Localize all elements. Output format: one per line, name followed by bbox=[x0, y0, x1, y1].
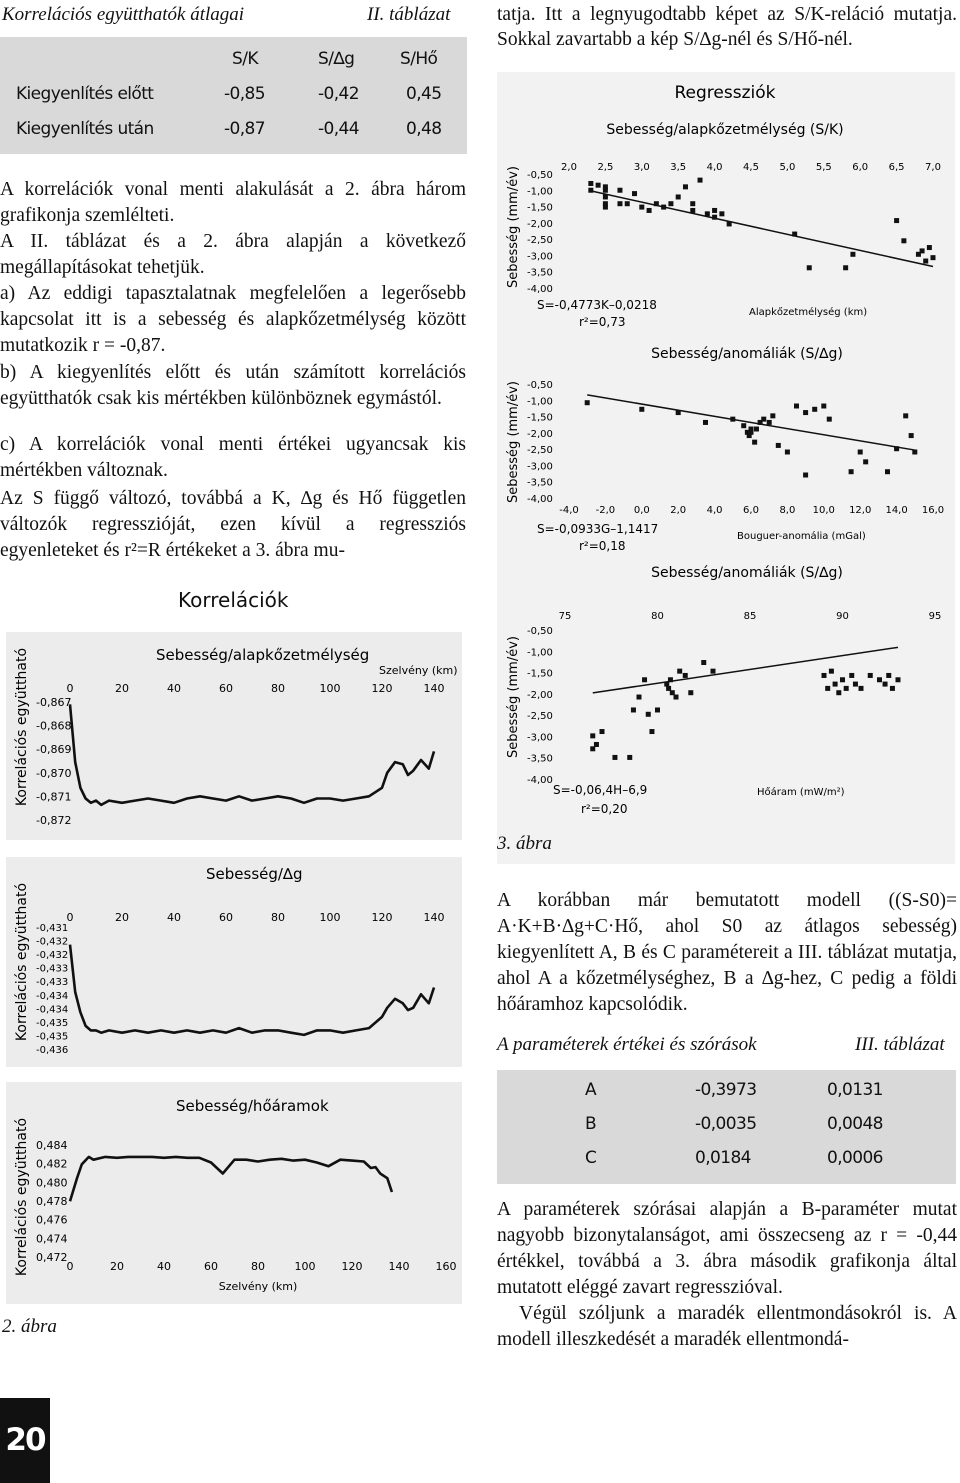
y-tick-label: -0,871 bbox=[36, 790, 72, 804]
y-tick-label: -0,432 bbox=[36, 950, 69, 962]
paragraph: A korábban már bemutatott modell ((S-S0)= A·K+B·∆g+C·Hő, ahol S0 az átlagos sebesség) kiegyenlített A, B és C paramétereit a III. táblázat mutatja, ahol A a kőzetmélységhez, B a ∆g-hez, C pedig a földi hőáramhoz kapcsolódik. bbox=[497, 890, 957, 1015]
y-axis-label: Korrelációs együttható bbox=[14, 647, 30, 807]
data-point bbox=[901, 238, 906, 243]
data-point bbox=[909, 433, 914, 438]
data-point bbox=[647, 208, 652, 213]
x-tick-label: 160 bbox=[435, 1260, 457, 1273]
chart-title: Sebesség/anomáliák (S/∆g) bbox=[651, 346, 843, 362]
correlation-line bbox=[70, 945, 434, 1035]
x-tick-label: 80 bbox=[271, 911, 285, 924]
data-point bbox=[849, 673, 854, 678]
data-point bbox=[849, 469, 854, 474]
x-tick-label: 60 bbox=[219, 682, 233, 695]
data-point bbox=[690, 208, 695, 213]
x-axis-label: Szelvény (km) bbox=[218, 1280, 298, 1293]
x-axis-label: Bouguer-anomália (mGal) bbox=[737, 531, 866, 542]
data-point bbox=[886, 673, 891, 678]
x-tick-label: 40 bbox=[167, 682, 181, 695]
chart-title: Sebesség/alapkőzetmélység (S/K) bbox=[606, 122, 844, 138]
x-tick-label: 80 bbox=[271, 682, 285, 695]
data-point bbox=[850, 252, 855, 257]
x-tick-label: 140 bbox=[423, 682, 445, 695]
paragraph: b) A kiegyenlítés előtt és után számított korrelációs együtthatók csak kis mértékben különböznek egymástól. bbox=[0, 362, 466, 409]
y-axis-label: Korrelációs együttható bbox=[14, 1117, 30, 1277]
data-point bbox=[868, 673, 873, 678]
data-point bbox=[688, 690, 693, 695]
y-tick-label: -0,434 bbox=[36, 1004, 69, 1016]
fig2-panel-3 bbox=[6, 1082, 462, 1304]
table3-value: -0,0035 bbox=[695, 1114, 757, 1134]
table2-cell: -0,85 bbox=[224, 84, 265, 104]
data-point bbox=[853, 682, 858, 687]
table3-param: C bbox=[585, 1148, 597, 1168]
y-tick-label: -3,50 bbox=[527, 477, 553, 489]
y-tick-label: 0,476 bbox=[36, 1213, 68, 1227]
data-point bbox=[637, 695, 642, 700]
x-tick-label: 100 bbox=[294, 1260, 316, 1273]
x-tick-label: 3,5 bbox=[670, 162, 687, 173]
x-tick-label: 20 bbox=[115, 682, 129, 695]
data-point bbox=[666, 686, 671, 691]
y-tick-label: -2,00 bbox=[527, 218, 553, 230]
paragraph: tatja. Itt a legnyugodtabb képet az S/K-reláció mutatja. Sokkal zavartabb a kép S/∆g-nél és S/Hő-nél. bbox=[497, 4, 957, 50]
data-point bbox=[639, 407, 644, 412]
data-point bbox=[843, 265, 848, 270]
y-tick-label: -0,50 bbox=[527, 626, 553, 637]
x-tick-label: 0 bbox=[66, 911, 74, 924]
y-tick-label: -4,00 bbox=[527, 284, 553, 295]
x-tick-label: 6,0 bbox=[743, 505, 759, 516]
chart-title: Sebesség/alapkőzetmélység bbox=[156, 646, 370, 664]
data-point bbox=[683, 184, 688, 189]
table3-param: B bbox=[585, 1114, 597, 1134]
data-point bbox=[859, 686, 864, 691]
paragraph: A korrelációk vonal menti alakulását a 2. ábra három grafikonja szemlélteti. bbox=[0, 179, 466, 226]
table2-header: S/Hő bbox=[400, 49, 438, 69]
data-point bbox=[752, 440, 757, 445]
x-tick-label: 90 bbox=[836, 611, 849, 622]
y-tick-label: -0,433 bbox=[36, 963, 69, 975]
table2 bbox=[0, 37, 467, 154]
data-point bbox=[639, 205, 644, 210]
data-point bbox=[654, 201, 659, 206]
paragraph: c) A korrelációk vonal menti értékei ugyancsak kis mértékben változnak. bbox=[0, 434, 466, 481]
data-point bbox=[812, 407, 817, 412]
data-point bbox=[822, 673, 827, 678]
data-point bbox=[588, 181, 593, 186]
data-point bbox=[807, 265, 812, 270]
y-tick-label: -2,50 bbox=[527, 235, 553, 247]
y-tick-label: -3,00 bbox=[527, 732, 553, 744]
table3-param: A bbox=[585, 1080, 597, 1100]
page-number-box bbox=[0, 1398, 50, 1483]
data-point bbox=[896, 677, 901, 682]
y-tick-label: -1,00 bbox=[527, 186, 553, 198]
x-tick-label: 3,0 bbox=[633, 162, 650, 173]
data-point bbox=[883, 682, 888, 687]
data-point bbox=[603, 205, 608, 210]
data-point bbox=[794, 404, 799, 409]
data-point bbox=[670, 690, 675, 695]
x-tick-label: 0 bbox=[66, 1260, 74, 1273]
paragraph: Az S függő változó, továbbá a K, ∆g és Hő független változók regresszióját, ezen kívül a regressziós egyenleteket és r²=R értékeket a 3. ábra mu- bbox=[0, 488, 466, 561]
data-point bbox=[863, 459, 868, 464]
fig2-chart-3 bbox=[6, 1082, 462, 1304]
paragraph: A paraméterek szórásai alapján a B-paraméter mutat nagyobb bizonytalanságot, ami összecseng az r = -0,44 értékkel, továbbá a 3. ábra második grafikonja által mutatott eléggé zavart regresszióval. bbox=[497, 1199, 957, 1298]
data-point bbox=[674, 695, 679, 700]
data-point bbox=[912, 450, 917, 455]
fig2-caption: 2. ábra bbox=[2, 1316, 57, 1337]
y-tick-label: -0,870 bbox=[36, 766, 72, 780]
data-point bbox=[821, 404, 826, 409]
data-point bbox=[776, 443, 781, 448]
fig2-title: Korrelációk bbox=[178, 588, 289, 612]
x-tick-label: 140 bbox=[388, 1260, 410, 1273]
data-point bbox=[642, 677, 647, 682]
y-tick-label: -2,50 bbox=[527, 445, 553, 457]
table3-value: -0,3973 bbox=[695, 1080, 757, 1100]
data-point bbox=[719, 211, 724, 216]
data-point bbox=[646, 712, 651, 717]
y-tick-label: -0,869 bbox=[36, 743, 72, 757]
regression-line bbox=[591, 191, 933, 267]
y-tick-label: -0,433 bbox=[36, 977, 69, 989]
data-point bbox=[612, 755, 617, 760]
data-point bbox=[617, 188, 622, 193]
x-tick-label: 4,5 bbox=[743, 162, 759, 173]
y-tick-label: -0,50 bbox=[527, 170, 553, 181]
y-tick-label: -0,868 bbox=[36, 719, 72, 733]
data-point bbox=[703, 420, 708, 425]
table2-cell: -0,44 bbox=[318, 119, 359, 139]
page-number: 20 bbox=[5, 1422, 45, 1458]
y-tick-label: -0,872 bbox=[36, 814, 72, 827]
r-squared: r²=0,18 bbox=[579, 539, 626, 553]
y-tick-label: -0,50 bbox=[527, 380, 553, 391]
fig2-chart-1 bbox=[6, 632, 462, 840]
x-tick-label: 4,0 bbox=[706, 162, 723, 173]
table2-row-label: Kiegyenlítés után bbox=[16, 119, 154, 139]
x-tick-label: 100 bbox=[319, 911, 341, 924]
x-tick-label: 2,0 bbox=[561, 162, 577, 173]
y-tick-label: -0,435 bbox=[36, 1031, 69, 1043]
y-tick-label: -3,50 bbox=[527, 753, 553, 765]
x-tick-label: 7,0 bbox=[925, 162, 941, 173]
table3-caption: A paraméterek értékei és szórások bbox=[497, 1034, 757, 1055]
data-point bbox=[890, 686, 895, 691]
data-point bbox=[894, 218, 899, 223]
y-tick-label: -4,00 bbox=[527, 494, 553, 505]
data-point bbox=[833, 682, 838, 687]
table3-label: III. táblázat bbox=[855, 1034, 945, 1055]
table3-value: 0,0184 bbox=[695, 1148, 751, 1168]
x-tick-label: 2,5 bbox=[597, 162, 614, 173]
x-tick-label: 120 bbox=[341, 1260, 363, 1273]
chart-title: Sebesség/∆g bbox=[206, 865, 303, 883]
regression-equation: S=-0,06,4H–6,9 bbox=[553, 783, 648, 797]
y-tick-label: -1,00 bbox=[527, 396, 553, 408]
chart-title: Sebesség/anomáliák (S/∆g) bbox=[651, 565, 843, 581]
data-point bbox=[690, 201, 695, 206]
data-point bbox=[792, 232, 797, 237]
y-tick-label: -4,00 bbox=[527, 775, 553, 786]
y-tick-label: -0,432 bbox=[36, 936, 69, 948]
data-point bbox=[649, 729, 654, 734]
y-axis-label: Sebesség (mm/év) bbox=[506, 381, 521, 503]
data-point bbox=[712, 215, 717, 220]
x-tick-label: 12,0 bbox=[849, 505, 872, 516]
data-point bbox=[655, 707, 660, 712]
data-point bbox=[894, 446, 899, 451]
y-tick-label: -3,00 bbox=[527, 461, 553, 473]
fig2-panel-1 bbox=[6, 632, 462, 840]
data-point bbox=[785, 450, 790, 455]
x-tick-label: 80 bbox=[251, 1260, 265, 1273]
x-tick-label: 0,0 bbox=[633, 505, 650, 516]
data-point bbox=[885, 469, 890, 474]
y-axis-label: Korrelációs együttható bbox=[14, 882, 30, 1042]
y-tick-label: -0,434 bbox=[36, 990, 69, 1002]
regression-line bbox=[587, 395, 915, 450]
data-point bbox=[705, 211, 710, 216]
fig3-chart bbox=[497, 72, 955, 864]
data-point bbox=[698, 178, 703, 183]
regression-equation: S=-0,0933G–1,1417 bbox=[537, 522, 659, 536]
data-point bbox=[767, 420, 772, 425]
x-tick-label: 0 bbox=[66, 682, 74, 695]
data-point bbox=[730, 417, 735, 422]
y-tick-label: -2,50 bbox=[527, 711, 553, 723]
data-point bbox=[631, 707, 636, 712]
x-tick-label: 85 bbox=[743, 611, 757, 622]
fig2-chart-2 bbox=[6, 857, 462, 1067]
paragraph: A II. táblázat és a 2. ábra alapján a következő megállapításokat tehetjük. bbox=[0, 231, 466, 278]
data-point bbox=[761, 417, 766, 422]
data-point bbox=[664, 682, 669, 687]
data-point bbox=[711, 669, 716, 674]
fig2-panel-2 bbox=[6, 857, 462, 1067]
table2-caption: Korrelációs együtthatók átlagai bbox=[2, 4, 245, 25]
chart-title: Sebesség/hőáramok bbox=[176, 1097, 329, 1115]
data-point bbox=[590, 733, 595, 738]
x-tick-label: 20 bbox=[110, 1260, 124, 1273]
x-tick-label: 80 bbox=[651, 611, 664, 622]
x-tick-label: 95 bbox=[928, 611, 942, 622]
x-tick-label: 120 bbox=[371, 911, 393, 924]
y-tick-label: -3,00 bbox=[527, 251, 553, 263]
data-point bbox=[603, 194, 608, 199]
data-point bbox=[596, 183, 601, 188]
table3 bbox=[497, 1070, 956, 1184]
data-point bbox=[927, 245, 932, 250]
data-point bbox=[590, 746, 595, 751]
x-tick-label: 40 bbox=[157, 1260, 171, 1273]
x-tick-label: 2,0 bbox=[670, 505, 687, 516]
y-tick-label: -2,00 bbox=[527, 689, 553, 701]
y-tick-label: 0,478 bbox=[36, 1195, 68, 1208]
fig3-title: Regressziók bbox=[674, 83, 776, 103]
data-point bbox=[829, 669, 834, 674]
data-point bbox=[676, 194, 681, 199]
data-point bbox=[931, 255, 936, 260]
x-tick-label: 5,0 bbox=[779, 162, 796, 173]
correlation-line bbox=[70, 704, 434, 805]
data-point bbox=[676, 410, 681, 415]
regression-line bbox=[593, 647, 898, 693]
y-tick-label: -0,867 bbox=[36, 696, 72, 709]
x-axis-label: Hőáram (mW/m²) bbox=[757, 787, 845, 798]
table3-sd: 0,0048 bbox=[827, 1114, 883, 1134]
x-tick-label: 8,0 bbox=[779, 505, 796, 516]
table3-sd: 0,0006 bbox=[827, 1148, 883, 1168]
data-point bbox=[903, 413, 908, 418]
data-point bbox=[661, 205, 666, 210]
data-point bbox=[877, 677, 882, 682]
x-tick-label: 16,0 bbox=[921, 505, 945, 516]
y-tick-label: 0,482 bbox=[36, 1157, 68, 1171]
x-tick-label: 6,5 bbox=[888, 162, 905, 173]
x-tick-label: 75 bbox=[558, 611, 572, 622]
regression-equation: S=-0,4773K–0,0218 bbox=[537, 298, 657, 312]
data-point bbox=[827, 417, 832, 422]
x-tick-label: -4,0 bbox=[559, 505, 579, 516]
data-point bbox=[617, 201, 622, 206]
x-tick-label: 60 bbox=[219, 911, 233, 924]
x-tick-label: 6,0 bbox=[852, 162, 869, 173]
data-point bbox=[683, 673, 688, 678]
table2-cell: 0,48 bbox=[406, 119, 442, 139]
x-tick-label: 100 bbox=[319, 682, 341, 695]
data-point bbox=[668, 677, 673, 682]
data-point bbox=[588, 188, 593, 193]
correlation-line bbox=[70, 1157, 392, 1201]
data-point bbox=[668, 201, 673, 206]
data-point bbox=[585, 400, 590, 405]
data-point bbox=[836, 690, 841, 695]
table2-header: S/∆g bbox=[318, 49, 355, 69]
data-point bbox=[632, 191, 637, 196]
r-squared: r²=0,73 bbox=[579, 315, 626, 329]
y-tick-label: -1,50 bbox=[527, 412, 553, 424]
y-tick-label: -0,431 bbox=[36, 923, 69, 934]
data-point bbox=[627, 755, 632, 760]
y-tick-label: -2,00 bbox=[527, 428, 553, 440]
x-axis-label: Alapkőzetmélység (km) bbox=[749, 307, 868, 318]
data-point bbox=[749, 430, 754, 435]
data-point bbox=[844, 686, 849, 691]
x-axis-label: Szelvény (km) bbox=[379, 664, 458, 677]
y-tick-label: -3,50 bbox=[527, 267, 553, 279]
data-point bbox=[677, 669, 682, 674]
x-tick-label: 5,5 bbox=[815, 162, 832, 173]
data-point bbox=[600, 729, 605, 734]
x-tick-label: 140 bbox=[423, 911, 445, 924]
x-tick-label: -2,0 bbox=[595, 505, 616, 516]
table2-cell: -0,87 bbox=[224, 119, 265, 139]
x-tick-label: 60 bbox=[204, 1260, 218, 1273]
data-point bbox=[803, 473, 808, 478]
y-tick-label: 0,480 bbox=[36, 1176, 68, 1190]
data-point bbox=[803, 410, 808, 415]
x-tick-label: 10,0 bbox=[812, 505, 835, 516]
table2-cell: -0,42 bbox=[318, 84, 359, 104]
y-tick-label: -1,50 bbox=[527, 202, 553, 214]
y-axis-label: Sebesség (mm/év) bbox=[506, 636, 521, 758]
table2-header: S/K bbox=[232, 49, 258, 69]
data-point bbox=[603, 188, 608, 193]
table2-row-label: Kiegyenlítés előtt bbox=[16, 84, 154, 104]
data-point bbox=[727, 221, 732, 226]
x-tick-label: 120 bbox=[371, 682, 393, 695]
x-tick-label: 20 bbox=[115, 911, 129, 924]
table2-cell: 0,45 bbox=[406, 84, 442, 104]
data-point bbox=[825, 686, 830, 691]
y-tick-label: -1,50 bbox=[527, 668, 553, 680]
data-point bbox=[920, 248, 925, 253]
y-tick-label: -0,435 bbox=[36, 1017, 69, 1029]
data-point bbox=[594, 742, 599, 747]
data-point bbox=[858, 450, 863, 455]
table3-sd: 0,0131 bbox=[827, 1080, 883, 1100]
y-tick-label: -0,436 bbox=[36, 1045, 69, 1056]
y-axis-label: Sebesség (mm/év) bbox=[506, 166, 521, 288]
r-squared: r²=0,20 bbox=[581, 802, 628, 816]
data-point bbox=[701, 660, 706, 665]
y-tick-label: -1,00 bbox=[527, 647, 553, 659]
data-point bbox=[741, 423, 746, 428]
data-point bbox=[770, 413, 775, 418]
data-point bbox=[840, 677, 845, 682]
x-tick-label: 14,0 bbox=[885, 505, 908, 516]
data-point bbox=[923, 259, 928, 264]
x-tick-label: 4,0 bbox=[706, 505, 723, 516]
paragraph: Végül szóljunk a maradék ellentmondásokról is. A modell illeszkedését a maradék ellentmondá- bbox=[497, 1303, 957, 1350]
table2-label: II. táblázat bbox=[367, 4, 451, 25]
x-tick-label: 40 bbox=[167, 911, 181, 924]
y-tick-label: 0,484 bbox=[36, 1139, 68, 1152]
fig3-panel bbox=[497, 72, 955, 864]
paragraph: a) Az eddigi tapasztalatnak megfelelően a legerősebb kapcsolat itt is a sebesség és alapkőzetmélység között mutatkozik r = -0,87. bbox=[0, 283, 466, 356]
data-point bbox=[712, 208, 717, 213]
fig3-caption: 3. ábra bbox=[497, 833, 552, 854]
data-point bbox=[754, 427, 759, 432]
y-tick-label: 0,474 bbox=[36, 1232, 68, 1246]
y-tick-label: 0,472 bbox=[36, 1251, 68, 1264]
data-point bbox=[625, 201, 630, 206]
